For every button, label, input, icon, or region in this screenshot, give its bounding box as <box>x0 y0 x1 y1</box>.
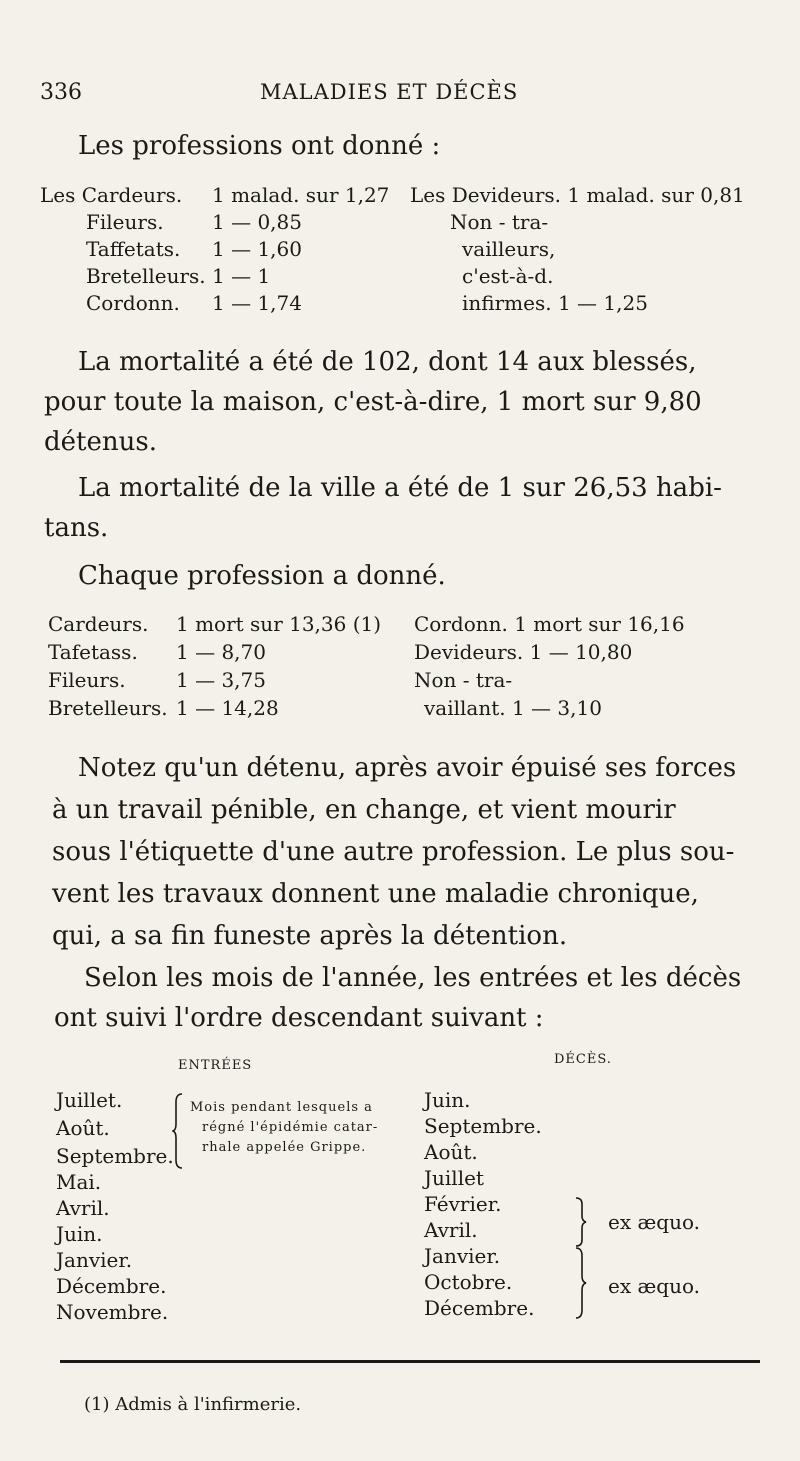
table1-row-name: Bretelleurs. <box>86 264 206 288</box>
deces-month: Septembre. <box>424 1114 542 1138</box>
footnote-rule <box>60 1360 760 1363</box>
table2-row-value: 1 mort sur 13,36 (1) <box>176 612 382 636</box>
each-profession-heading: Chaque profession a donné. <box>78 561 446 591</box>
entrees-month: Juillet. <box>56 1088 123 1112</box>
running-title: MALADIES ET DÉCÈS <box>260 80 519 104</box>
notez-paragraph-line: à un travail pénible, en change, et vient mourir <box>52 795 676 825</box>
notez-paragraph-line: vent les travaux donnent une maladie chronique, <box>52 879 699 909</box>
deces-month: Janvier. <box>424 1244 501 1268</box>
selon-paragraph-line: ont suivi l'ordre descendant suivant : <box>54 1003 544 1033</box>
ex-aequo-label: ex æquo. <box>608 1210 701 1234</box>
grippe-note-line: Mois pendant lesquels a <box>190 1100 373 1115</box>
table2-row-name: Fileurs. <box>48 668 126 692</box>
notez-paragraph-line: Notez qu'un détenu, après avoir épuisé ses forces <box>78 753 737 783</box>
table1-right-line: Non - tra- <box>450 210 549 234</box>
professions-heading: Les professions ont donné : <box>78 131 441 161</box>
deces-month: Décembre. <box>424 1296 535 1320</box>
table2-right-line: Cordonn. 1 mort sur 16,16 <box>414 612 685 636</box>
entrees-month: Mai. <box>56 1170 102 1194</box>
table2-row-value: 1 — 14,28 <box>176 696 279 720</box>
entrees-month: Décembre. <box>56 1274 167 1298</box>
table2-right-line: Non - tra- <box>414 668 513 692</box>
deces-label: DÉCÈS. <box>554 1052 612 1067</box>
entrees-month: Janvier. <box>56 1248 133 1272</box>
table1-row-value: 1 — 1,74 <box>212 291 302 315</box>
deces-month: Février. <box>424 1192 502 1216</box>
entrees-month: Avril. <box>56 1196 110 1220</box>
grippe-brace-icon <box>172 1092 186 1170</box>
table2-right-line: Devideurs. 1 — 10,80 <box>414 640 633 664</box>
city-mortality-line: tans. <box>44 513 109 543</box>
deces-month: Octobre. <box>424 1270 513 1294</box>
mortality-paragraph-line: détenus. <box>44 427 157 457</box>
table1-row-value: 1 — 0,85 <box>212 210 302 234</box>
deces-month: Avril. <box>424 1218 478 1242</box>
notez-paragraph-line: qui, a sa fin funeste après la détention. <box>52 921 568 951</box>
mortality-paragraph-line: pour toute la maison, c'est-à-dire, 1 mort sur 9,80 <box>44 387 702 417</box>
table2-row-value: 1 — 8,70 <box>176 640 266 664</box>
deces-month: Juin. <box>424 1088 471 1112</box>
table1-row-name: Taffetats. <box>86 237 181 261</box>
table2-row-name: Bretelleurs. <box>48 696 168 720</box>
deces-month: Juillet <box>424 1166 484 1190</box>
table1-row-value: 1 — 1,60 <box>212 237 302 261</box>
entrees-label: ENTRÉES <box>178 1058 253 1073</box>
table1-right-line: infirmes. 1 — 1,25 <box>462 291 648 315</box>
table1-right-line: vailleurs, <box>462 237 556 261</box>
grippe-note-line: régné l'épidémie catar- <box>202 1120 379 1135</box>
table2-row-name: Cardeurs. <box>48 612 149 636</box>
entrees-month: Novembre. <box>56 1300 169 1324</box>
grippe-note-line: rhale appelée Grippe. <box>202 1140 367 1155</box>
ex-aequo-label: ex æquo. <box>608 1274 701 1298</box>
entrees-month: Juin. <box>56 1222 103 1246</box>
table1-row-value: 1 — 1 <box>212 264 271 288</box>
notez-paragraph-line: sous l'étiquette d'une autre profession. Le plus sou- <box>52 837 735 867</box>
table1-row-name: Les Cardeurs. <box>40 183 183 207</box>
table1-row-value: 1 malad. sur 1,27 <box>212 183 390 207</box>
ex-aequo-brace-icon <box>574 1196 588 1248</box>
table2-right-line: vaillant. 1 — 3,10 <box>424 696 602 720</box>
table2-row-value: 1 — 3,75 <box>176 668 266 692</box>
entrees-month: Septembre. <box>56 1144 174 1168</box>
table1-right-line: Les Devideurs. 1 malad. sur 0,81 <box>410 183 745 207</box>
table1-right-line: c'est-à-d. <box>462 264 554 288</box>
table2-row-name: Tafetass. <box>48 640 138 664</box>
page-number: 336 <box>40 80 82 105</box>
ex-aequo-brace-icon <box>574 1246 588 1320</box>
city-mortality-line: La mortalité de la ville a été de 1 sur 26,53 habi- <box>78 473 722 503</box>
selon-paragraph-line: Selon les mois de l'année, les entrées et les décès <box>84 963 742 993</box>
footnote: (1) Admis à l'infirmerie. <box>84 1394 302 1415</box>
entrees-month: Août. <box>56 1116 110 1140</box>
table1-row-name: Cordonn. <box>86 291 180 315</box>
table1-row-name: Fileurs. <box>86 210 164 234</box>
mortality-paragraph-line: La mortalité a été de 102, dont 14 aux blessés, <box>78 347 697 377</box>
deces-month: Août. <box>424 1140 478 1164</box>
